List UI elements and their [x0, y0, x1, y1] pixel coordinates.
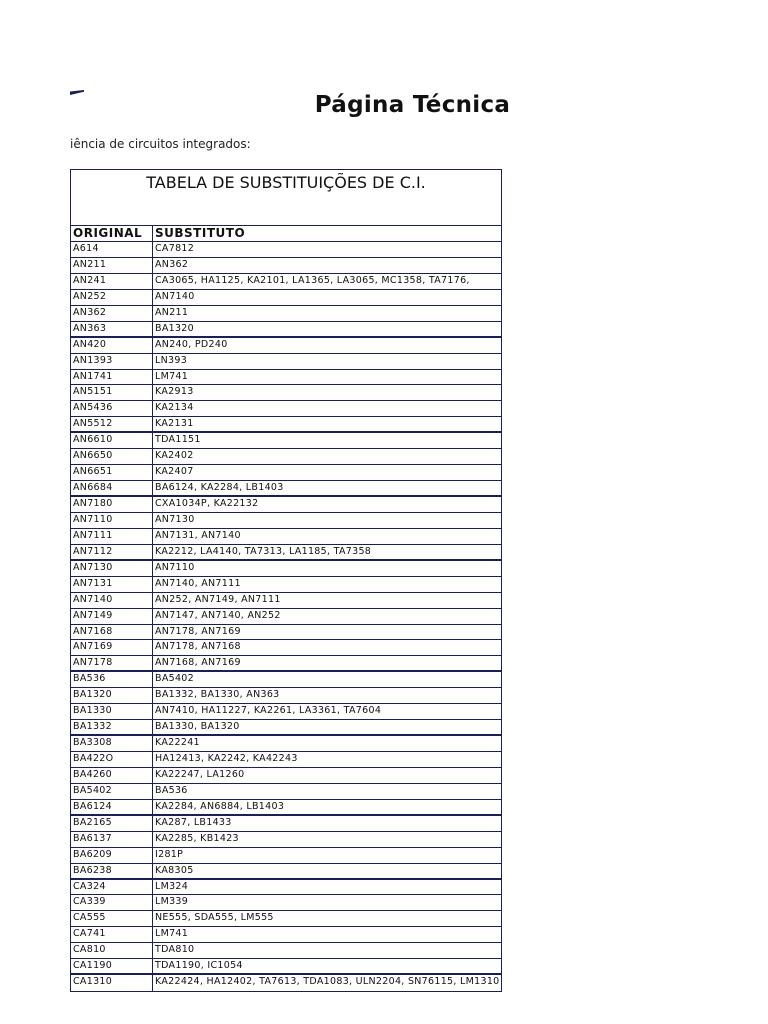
cell-substitute: KA287, LB1433	[155, 816, 232, 828]
cell-original: AN7140	[71, 593, 153, 608]
intro-text: iência de circuitos integrados:	[70, 137, 251, 151]
cell-substitute: CXA1034P, KA22132	[155, 498, 259, 509]
cell-substitute: LM339	[155, 896, 189, 908]
cell-substitute: LM741	[155, 370, 189, 382]
cell-original: CA1310	[71, 975, 153, 991]
table-row	[71, 481, 501, 497]
table-row	[71, 529, 501, 545]
page-title: Página Técnica	[314, 92, 511, 118]
cell-original: AN1741	[71, 370, 153, 385]
cell-original: AN1393	[71, 354, 153, 369]
cell-substitute: LM324	[155, 880, 189, 892]
cell-original: AN363	[71, 322, 153, 336]
cell-original: CA741	[71, 927, 153, 942]
cell-substitute: LM741	[155, 928, 189, 940]
cell-substitute: CA7812	[155, 243, 195, 254]
table-row	[71, 816, 501, 832]
cell-substitute: AN7410, HA11227, KA2261, LA3361, TA7604	[155, 705, 382, 717]
table-row	[71, 338, 501, 354]
table-row	[71, 306, 501, 322]
cell-substitute: AN7110	[155, 561, 195, 573]
cell-original: AN7178	[71, 656, 153, 670]
cell-original: BA1320	[71, 688, 153, 703]
cell-substitute: NE555, SDA555, LM555	[155, 912, 274, 924]
table-row	[71, 513, 501, 529]
cell-original: AN7149	[71, 609, 153, 624]
table-row	[71, 242, 501, 258]
cell-original: AN211	[71, 258, 153, 273]
cell-original: BA422O	[71, 752, 153, 767]
table-heading: TABELA DE SUBSTITUIÇÕES DE C.I.	[71, 170, 501, 226]
cell-original: AN5151	[71, 385, 153, 400]
table-row	[71, 752, 501, 768]
cell-original: BA3308	[71, 736, 153, 751]
cell-substitute: BA6124, KA2284, LB1403	[155, 482, 284, 494]
table-row	[71, 943, 501, 959]
cell-original: AN6684	[71, 481, 153, 495]
cell-original: AN7180	[71, 497, 153, 512]
cell-original: BA6238	[71, 864, 153, 878]
table-header-row	[71, 226, 501, 242]
cell-substitute: KA22247, LA1260	[155, 768, 245, 780]
cell-original: AN7169	[71, 640, 153, 655]
table-row	[71, 959, 501, 975]
cell-original: AN6650	[71, 449, 153, 464]
cell-substitute: TDA810	[155, 944, 195, 956]
cell-substitute: AN7140, AN7111	[155, 577, 241, 589]
table-row	[71, 768, 501, 784]
cell-substitute: BA5402	[155, 673, 194, 685]
table-row	[71, 545, 501, 561]
cell-original: BA1330	[71, 704, 153, 719]
table-row	[71, 927, 501, 943]
cell-substitute: KA2913	[155, 386, 194, 398]
table-row	[71, 417, 501, 433]
cell-substitute: HA12413, KA2242, KA42243	[155, 753, 298, 764]
cell-substitute: KA22241	[155, 737, 200, 749]
table-row	[71, 497, 501, 513]
table-row	[71, 465, 501, 481]
cell-substitute: KA2284, AN6884, LB1403	[155, 800, 285, 812]
cell-original: AN7110	[71, 513, 153, 528]
cell-substitute: KA2134	[155, 402, 194, 414]
cell-original: CA339	[71, 895, 153, 910]
cell-substitute: AN7178, AN7168	[155, 641, 241, 653]
cell-substitute: BA1332, BA1330, AN363	[155, 689, 280, 701]
table-row	[71, 975, 501, 991]
cell-substitute: AN7130	[155, 513, 195, 525]
cell-original: BA4260	[71, 768, 153, 783]
cell-substitute: AN240, PD240	[155, 338, 228, 350]
table-row	[71, 609, 501, 625]
cell-original: BA6124	[71, 800, 153, 814]
table-row	[71, 800, 501, 816]
table-row	[71, 911, 501, 927]
cell-original: AN7130	[71, 561, 153, 576]
cell-original: AN7112	[71, 545, 153, 559]
table-row	[71, 561, 501, 577]
cell-substitute: I281P	[155, 848, 184, 860]
table-row	[71, 625, 501, 641]
cell-substitute: BA536	[155, 784, 188, 796]
table-row	[71, 672, 501, 688]
column-header-substitute: SUBSTITUTO	[155, 226, 246, 240]
cell-original: AN5512	[71, 417, 153, 431]
cell-substitute: TDA1151	[155, 434, 201, 446]
cell-original: AN420	[71, 338, 153, 353]
cell-original: AN6651	[71, 465, 153, 480]
column-header-original: ORIGINAL	[71, 226, 153, 241]
table-row	[71, 401, 501, 417]
table-row	[71, 322, 501, 338]
table-row	[71, 656, 501, 672]
table-row	[71, 370, 501, 386]
substitution-table	[70, 169, 502, 992]
cell-substitute: LN393	[155, 354, 188, 366]
cell-original: BA6209	[71, 848, 153, 863]
table-body	[71, 242, 501, 991]
cell-substitute: KA8305	[155, 864, 194, 876]
table-row	[71, 449, 501, 465]
cell-substitute: AN7178, AN7169	[155, 625, 241, 637]
cell-original: AN7168	[71, 625, 153, 640]
table-row	[71, 688, 501, 704]
cell-substitute: KA2407	[155, 466, 194, 478]
cell-original: BA1332	[71, 720, 153, 734]
table-row	[71, 895, 501, 911]
cell-original: AN252	[71, 290, 153, 305]
table-row	[71, 577, 501, 593]
table-row	[71, 433, 501, 449]
cell-original: A614	[71, 242, 153, 257]
cell-substitute: AN7140	[155, 290, 195, 302]
cell-substitute: AN7168, AN7169	[155, 657, 241, 669]
cell-original: AN7131	[71, 577, 153, 592]
cell-original: BA536	[71, 672, 153, 687]
table-row	[71, 274, 501, 290]
table-row	[71, 832, 501, 848]
cell-substitute: KA2212, LA4140, TA7313, LA1185, TA7358	[155, 545, 372, 557]
cell-original: BA2165	[71, 816, 153, 831]
cell-substitute: AN362	[155, 258, 189, 270]
cell-original: CA555	[71, 911, 153, 926]
table-row	[71, 704, 501, 720]
cell-original: AN5436	[71, 401, 153, 416]
cell-original: CA810	[71, 943, 153, 958]
table-row	[71, 354, 501, 370]
table-row	[71, 864, 501, 880]
cell-substitute: KA2402	[155, 450, 194, 462]
table-row	[71, 880, 501, 896]
cell-substitute: CA3065, HA1125, KA2101, LA1365, LA3065, MC1358, TA7176,	[155, 274, 470, 286]
cell-original: AN362	[71, 306, 153, 321]
cell-original: CA1190	[71, 959, 153, 973]
cell-original: AN7111	[71, 529, 153, 544]
cell-substitute: AN252, AN7149, AN7111	[155, 593, 281, 605]
cell-substitute: BA1320	[155, 322, 194, 334]
cell-substitute: KA22424, HA12402, TA7613, TDA1083, ULN2204, SN76115, LM1310	[155, 976, 500, 988]
table-row	[71, 640, 501, 656]
cell-original: AN6610	[71, 433, 153, 448]
cell-original: AN241	[71, 274, 153, 289]
table-row	[71, 385, 501, 401]
cell-substitute: KA2131	[155, 418, 194, 430]
cell-substitute: TDA1190, IC1054	[155, 960, 243, 972]
table-row	[71, 784, 501, 800]
cell-original: BA6137	[71, 832, 153, 847]
table-row	[71, 736, 501, 752]
cell-substitute: AN211	[155, 306, 189, 318]
table-row	[71, 848, 501, 864]
table-row	[71, 258, 501, 274]
cell-original: CA324	[71, 880, 153, 895]
table-row	[71, 720, 501, 736]
cell-substitute: AN7147, AN7140, AN252	[155, 609, 281, 621]
cell-substitute: AN7131, AN7140	[155, 529, 241, 541]
cell-original: BA5402	[71, 784, 153, 799]
cell-substitute: BA1330, BA1320	[155, 721, 240, 733]
table-row	[71, 290, 501, 306]
cell-substitute: KA2285, KB1423	[155, 832, 239, 844]
table-row	[71, 593, 501, 609]
